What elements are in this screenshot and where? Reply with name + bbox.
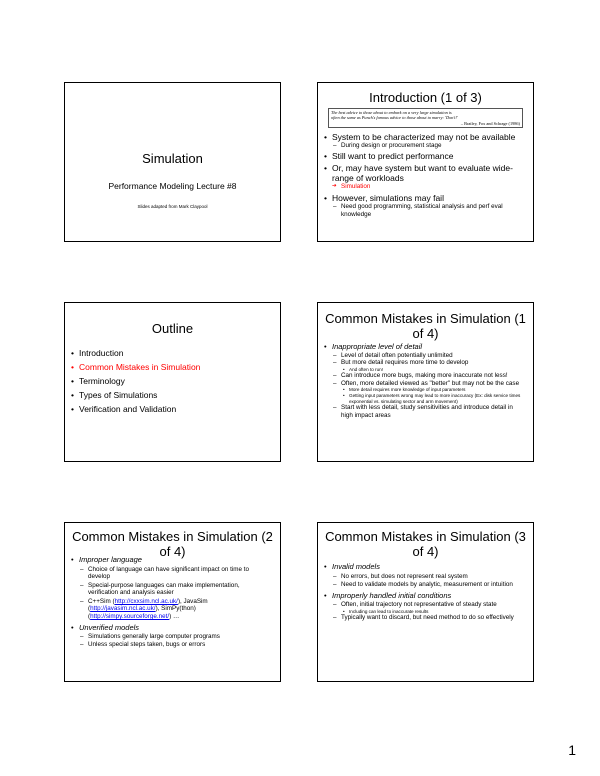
quote-box bbox=[328, 108, 523, 128]
link-cxxsim[interactable]: http://cxxsim.ncl.ac.uk/ bbox=[114, 597, 178, 605]
sub-bullet: – C++Sim (http://cxxsim.ncl.ac.uk/), JavaSim (http://javasim.ncl.ac.uk/), SimPy(thon) (http://simpy.sourceforge.net/) … bbox=[79, 598, 270, 621]
slide-1 bbox=[64, 82, 281, 242]
sub-sub-bullet: • Getting input parameters wrong may lead to more inaccuracy (Ex: disk service times exponential vs. simulating sector and arm movement) bbox=[341, 393, 523, 404]
sub-bullet: ➔ Simulation bbox=[332, 183, 525, 191]
outline-item: • Types of Simulations bbox=[65, 390, 280, 400]
slide-title: Common Mistakes in Simulation (2 of 4) bbox=[72, 529, 273, 559]
sub-bullet: – Choice of language can have significant impact on time to develop bbox=[79, 566, 270, 581]
slide-4 bbox=[317, 302, 534, 462]
slide-2 bbox=[317, 82, 534, 242]
quote-line: The best advice to those about to embark on a very large simulation is bbox=[331, 110, 452, 115]
link-javasim[interactable]: http://javasim.ncl.ac.uk/ bbox=[90, 605, 156, 613]
sub-bullet: – Level of detail often potentially unlimited bbox=[332, 352, 523, 360]
quote-line: often the same as Punch's famous advice to those about to marry: 'Don't!' bbox=[331, 115, 458, 121]
sub-bullet: – Often, more detailed viewed as "better" but may not be the case • More detail requires more knowledge of input parameters • Getting input parameters wrong may lead to more inaccuracy (Ex: disk service times exponential vs. simulating sector and arm movement) bbox=[332, 380, 523, 404]
outline-item: • Common Mistakes in Simulation bbox=[65, 362, 280, 372]
sub-bullet: – During design or procurement stage bbox=[332, 142, 525, 150]
bullet: • However, simulations may fail – Need good programming, statistical analysis and perf eval knowledge bbox=[318, 193, 525, 218]
bullet: • Invalid models – No errors, but does not represent real system – Need to validate models by analytic, measurement or intuition bbox=[318, 563, 523, 589]
slide-title: Introduction (1 of 3) bbox=[369, 90, 482, 105]
bullet: • Or, may have system but want to evaluate wide-range of workloads ➔ Simulation bbox=[318, 163, 525, 191]
slide-credit: Slides adapted from Mark Claypool bbox=[137, 204, 208, 209]
quote-attribution: – Bratley, Fox and Schrage (1986) bbox=[460, 120, 520, 126]
slide-title: Common Mistakes in Simulation (3 of 4) bbox=[325, 529, 526, 559]
sub-bullet: – Start with less detail, study sensitivities and introduce detail in high impact areas bbox=[332, 404, 523, 419]
sub-bullet: – Typically want to discard, but need method to do so effectively bbox=[332, 614, 523, 622]
bullet: • Improperly handled initial conditions – Often, initial trajectory not representative of steady state • Including can lead to inaccurate results – Typically want to discard, but need method to do so effectively bbox=[318, 592, 523, 622]
sub-bullet: – Can introduce more bugs, making more inaccurate not less! bbox=[332, 372, 523, 380]
slide-3 bbox=[64, 302, 281, 462]
sub-bullet: – Unless special steps taken, bugs or errors bbox=[79, 641, 270, 649]
bullet: • Improper language – Choice of language can have significant impact on time to develop – Special-purpose languages can make implementation, verification and analysis easier – C++Sim (http://cxxsim.ncl.ac.uk/), JavaSim (http://javasim.ncl.ac.uk/), SimPy(thon) (http://simpy.sourceforge.net/) … bbox=[65, 556, 270, 621]
page-number: 1 bbox=[568, 742, 576, 758]
sub-bullet: – Special-purpose languages can make implementation, verification and analysis easier bbox=[79, 582, 270, 597]
sub-bullet: – Need good programming, statistical analysis and perf eval knowledge bbox=[332, 203, 525, 218]
bullet: • Unverified models – Simulations generally large computer programs – Unless special steps taken, bugs or errors bbox=[65, 624, 270, 649]
outline-item: • Terminology bbox=[65, 376, 280, 386]
sub-sub-bullet: • Including can lead to inaccurate results bbox=[341, 609, 523, 615]
bullet: • Still want to predict performance bbox=[318, 151, 525, 161]
slide-title: Common Mistakes in Simulation (1 of 4) bbox=[325, 311, 526, 341]
sub-sub-bullet: • And often to run! bbox=[341, 367, 523, 373]
outline-item: • Verification and Validation bbox=[65, 404, 280, 414]
sub-bullet: – Simulations generally large computer programs bbox=[79, 633, 270, 641]
sub-bullet: – But more detail requires more time to develop • And often to run! bbox=[332, 359, 523, 372]
sub-bullet: – Often, initial trajectory not representative of steady state • Including can lead to inaccurate results bbox=[332, 601, 523, 614]
bullet: • System to be characterized may not be available – During design or procurement stage bbox=[318, 132, 525, 150]
link-simpy[interactable]: http://simpy.sourceforge.net/ bbox=[90, 613, 170, 621]
slide-title: Simulation bbox=[142, 151, 203, 166]
slide-6 bbox=[317, 522, 534, 682]
outline-item: • Introduction bbox=[65, 348, 280, 358]
slide-subtitle: Performance Modeling Lecture #8 bbox=[108, 181, 237, 191]
sub-sub-bullet: • More detail requires more knowledge of input parameters bbox=[341, 387, 523, 393]
sub-bullet: – Need to validate models by analytic, measurement or intuition bbox=[332, 581, 523, 589]
bullet: • Inappropriate level of detail – Level of detail often potentially unlimited – But more detail requires more time to develop • And often to run! – Can introduce more bugs, making more inaccurate not less! – Often, more detailed viewed as "better" but may not be the case • More detail requires more knowledge of input parameters • Getting input parameters wrong may lead to more inaccuracy (Ex: disk service times exponential vs. simulating sector and arm movement) – Start with less detail, study sensitivities and introduce detail in high impact areas bbox=[318, 343, 523, 419]
sub-bullet: – No errors, but does not represent real system bbox=[332, 573, 523, 581]
slide-5 bbox=[64, 522, 281, 682]
slide-title: Outline bbox=[151, 321, 194, 336]
